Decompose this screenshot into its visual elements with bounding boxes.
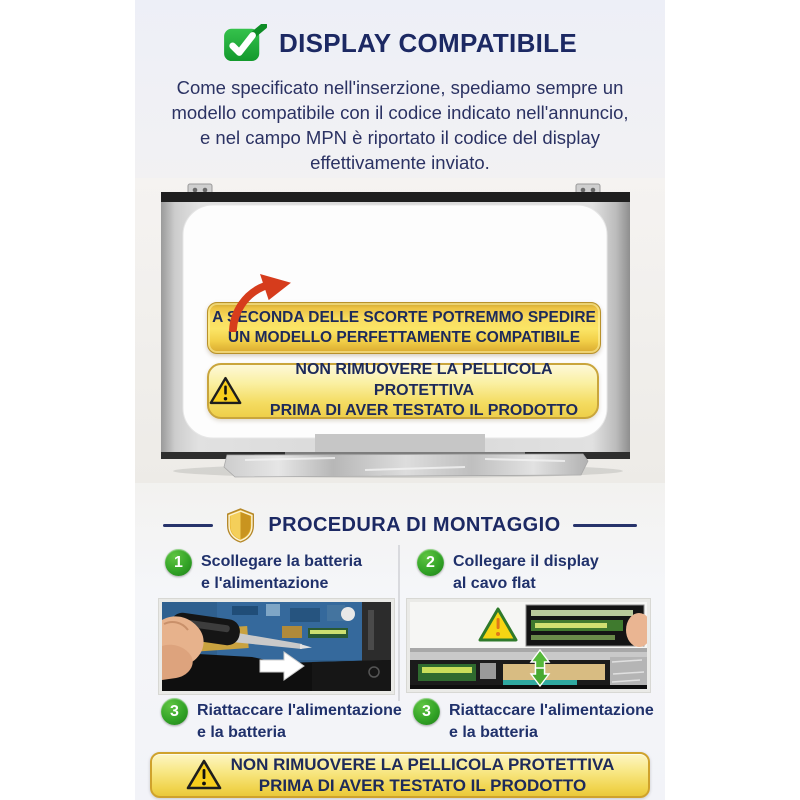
check-icon <box>223 24 267 62</box>
step-1-line2: e l'alimentazione <box>201 575 329 592</box>
footer-banner-line1: NON RIMUOVERE LA PELLICOLA PROTETTIVA <box>230 755 615 774</box>
footer-warning-banner <box>150 752 650 798</box>
curved-arrow-icon <box>221 274 299 332</box>
film-banner-line1: NON RIMUOVERE LA PELLICOLA PROTETTIVA <box>295 361 553 399</box>
step-2 <box>417 549 599 595</box>
step-3-left <box>161 698 402 744</box>
film-banner-text <box>251 360 597 422</box>
header <box>135 24 665 62</box>
protective-film-banner <box>207 363 599 419</box>
procedure-image-connect-flat-cable <box>407 599 650 692</box>
step-1-text <box>201 549 362 595</box>
heading-dash-right <box>573 524 637 527</box>
step-3-right-line1: Riattaccare l'alimentazione <box>449 702 654 719</box>
footer-banner-text <box>231 754 615 796</box>
warning-triangle-icon <box>209 376 242 406</box>
lcd-panel-photo <box>135 178 665 483</box>
step-1-badge: 1 <box>165 549 192 576</box>
procedure-title: PROCEDURA DI MONTAGGIO <box>268 514 561 536</box>
step-3-left-badge: 3 <box>161 698 188 725</box>
intro-line: effettivamente inviato. <box>310 152 490 173</box>
step-3-right-badge: 3 <box>413 698 440 725</box>
intro-line: e nel campo MPN è riportato il codice del display <box>200 127 600 148</box>
stock-banner-line1: A SECONDA DELLE SCORTE POTREMMO SPEDIRE <box>212 309 596 326</box>
step-2-line2: al cavo flat <box>453 575 536 592</box>
stock-banner-line2: UN MODELLO PERFETTAMENTE COMPATIBILE <box>227 329 581 346</box>
step-1 <box>165 549 362 595</box>
heading-dash-left <box>163 524 213 527</box>
step-1-line1: Scollegare la batteria <box>201 553 362 570</box>
step-3-right-text <box>449 698 654 744</box>
film-banner-line2: PRIMA DI AVER TESTATO IL PRODOTTO <box>269 402 579 420</box>
page-title: DISPLAY COMPATIBILE <box>279 27 577 58</box>
intro-line: modello compatibile con il codice indicato nell'annuncio, <box>171 102 629 123</box>
step-3-left-line1: Riattaccare l'alimentazione <box>197 702 402 719</box>
warning-triangle-icon <box>186 759 222 791</box>
content-column <box>135 0 665 800</box>
column-divider <box>398 545 400 701</box>
step-2-badge: 2 <box>417 549 444 576</box>
step-2-text <box>453 549 599 595</box>
step-3-left-line2: e la batteria <box>197 724 286 741</box>
intro-line: Come specificato nell'inserzione, spediamo sempre un <box>176 77 624 98</box>
step-2-line1: Collegare il display <box>453 553 599 570</box>
step-3-right <box>413 698 654 744</box>
shield-icon <box>225 508 256 543</box>
step-3-right-line2: e la batteria <box>449 724 538 741</box>
intro-paragraph <box>135 75 665 175</box>
procedure-heading <box>135 508 665 543</box>
footer-banner-line2: PRIMA DI AVER TESTATO IL PRODOTTO <box>258 776 587 795</box>
procedure-image-unplug-battery <box>159 599 394 694</box>
step-3-left-text <box>197 698 402 744</box>
